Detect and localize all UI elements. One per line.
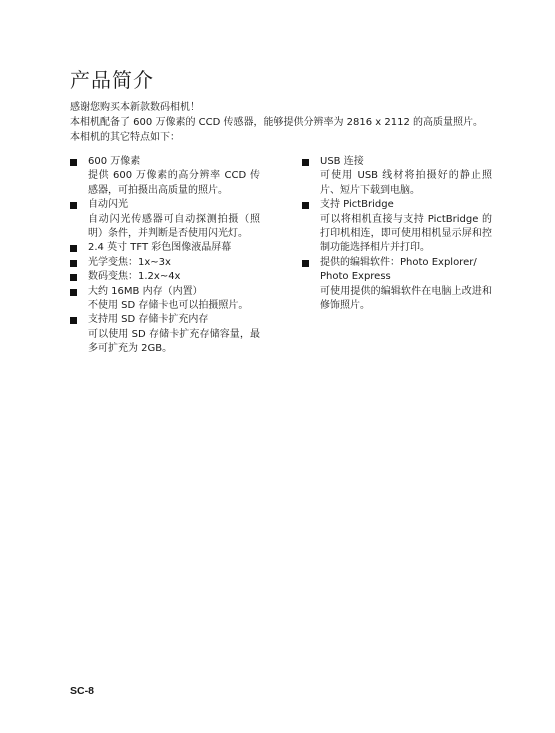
page-number: SC-8 [70, 685, 94, 697]
feature-item [302, 198, 492, 256]
feature-list-left [70, 155, 260, 357]
square-bullet-icon [70, 317, 77, 324]
feature-description: 自动闪光传感器可自动探测拍摄（照明）条件，并判断是否使用闪光灯。 [88, 213, 260, 240]
feature-title: 数码变焦：1.2x~4x [88, 271, 181, 283]
square-bullet-icon [302, 260, 309, 267]
feature-item [70, 241, 260, 255]
feature-title: 大约 16MB 内存（内置） [88, 285, 203, 297]
feature-title: 600 万像素 [88, 156, 141, 167]
feature-description: 提供 600 万像素的高分辨率 CCD 传感器，可拍摄出高质量的照片。 [88, 170, 260, 196]
square-bullet-icon [302, 202, 309, 209]
feature-title: 支持用 SD 存储卡扩充内存 [88, 314, 209, 326]
feature-title: USB 连接 [320, 156, 364, 167]
intro-paragraph [70, 100, 490, 145]
square-bullet-icon [70, 260, 77, 267]
feature-item [70, 198, 260, 241]
feature-title: 支持 PictBridge [320, 199, 394, 211]
square-bullet-icon [70, 289, 77, 296]
feature-list-right [302, 155, 492, 313]
feature-title: 提供的编辑软件：Photo Explorer/ Photo Express [320, 256, 477, 283]
intro-line-description: 本相机配备了 600 万像素的 CCD 传感器，能够提供分辨率为 2816 x 2112 的高质量照片。本相机的其它特点如下： [70, 117, 483, 143]
feature-item [70, 285, 260, 314]
feature-description: 可以使用 SD 存储卡扩充存储容量，最多可扩充为 2GB。 [88, 328, 260, 355]
feature-title: 2.4 英寸 TFT 彩色图像液晶屏幕 [88, 242, 232, 254]
square-bullet-icon [70, 159, 77, 166]
feature-item [70, 270, 260, 284]
feature-description: 可使用 USB 线材将拍摄好的静止照片、短片下载到电脑。 [320, 170, 492, 196]
square-bullet-icon [302, 159, 309, 166]
page-title: 产品简介 [70, 68, 154, 92]
feature-description: 不使用 SD 存储卡也可以拍摄照片。 [88, 300, 249, 312]
feature-item [70, 256, 260, 270]
square-bullet-icon [70, 274, 77, 281]
feature-item [70, 313, 260, 356]
feature-item [302, 155, 492, 198]
feature-title: 光学变焦：1x~3x [88, 256, 171, 268]
square-bullet-icon [70, 202, 77, 209]
feature-description: 可以将相机直接与支持 PictBridge 的打印机相连，即可使用相机显示屏和控制功能选择相片并打印。 [320, 213, 492, 254]
square-bullet-icon [70, 245, 77, 252]
feature-description: 可使用提供的编辑软件在电脑上改进和修饰照片。 [320, 285, 492, 312]
feature-item [70, 155, 260, 198]
feature-title: 自动闪光 [88, 199, 128, 211]
intro-line-thanks: 感谢您购买本新款数码相机！ [70, 102, 200, 113]
feature-item [302, 256, 492, 314]
